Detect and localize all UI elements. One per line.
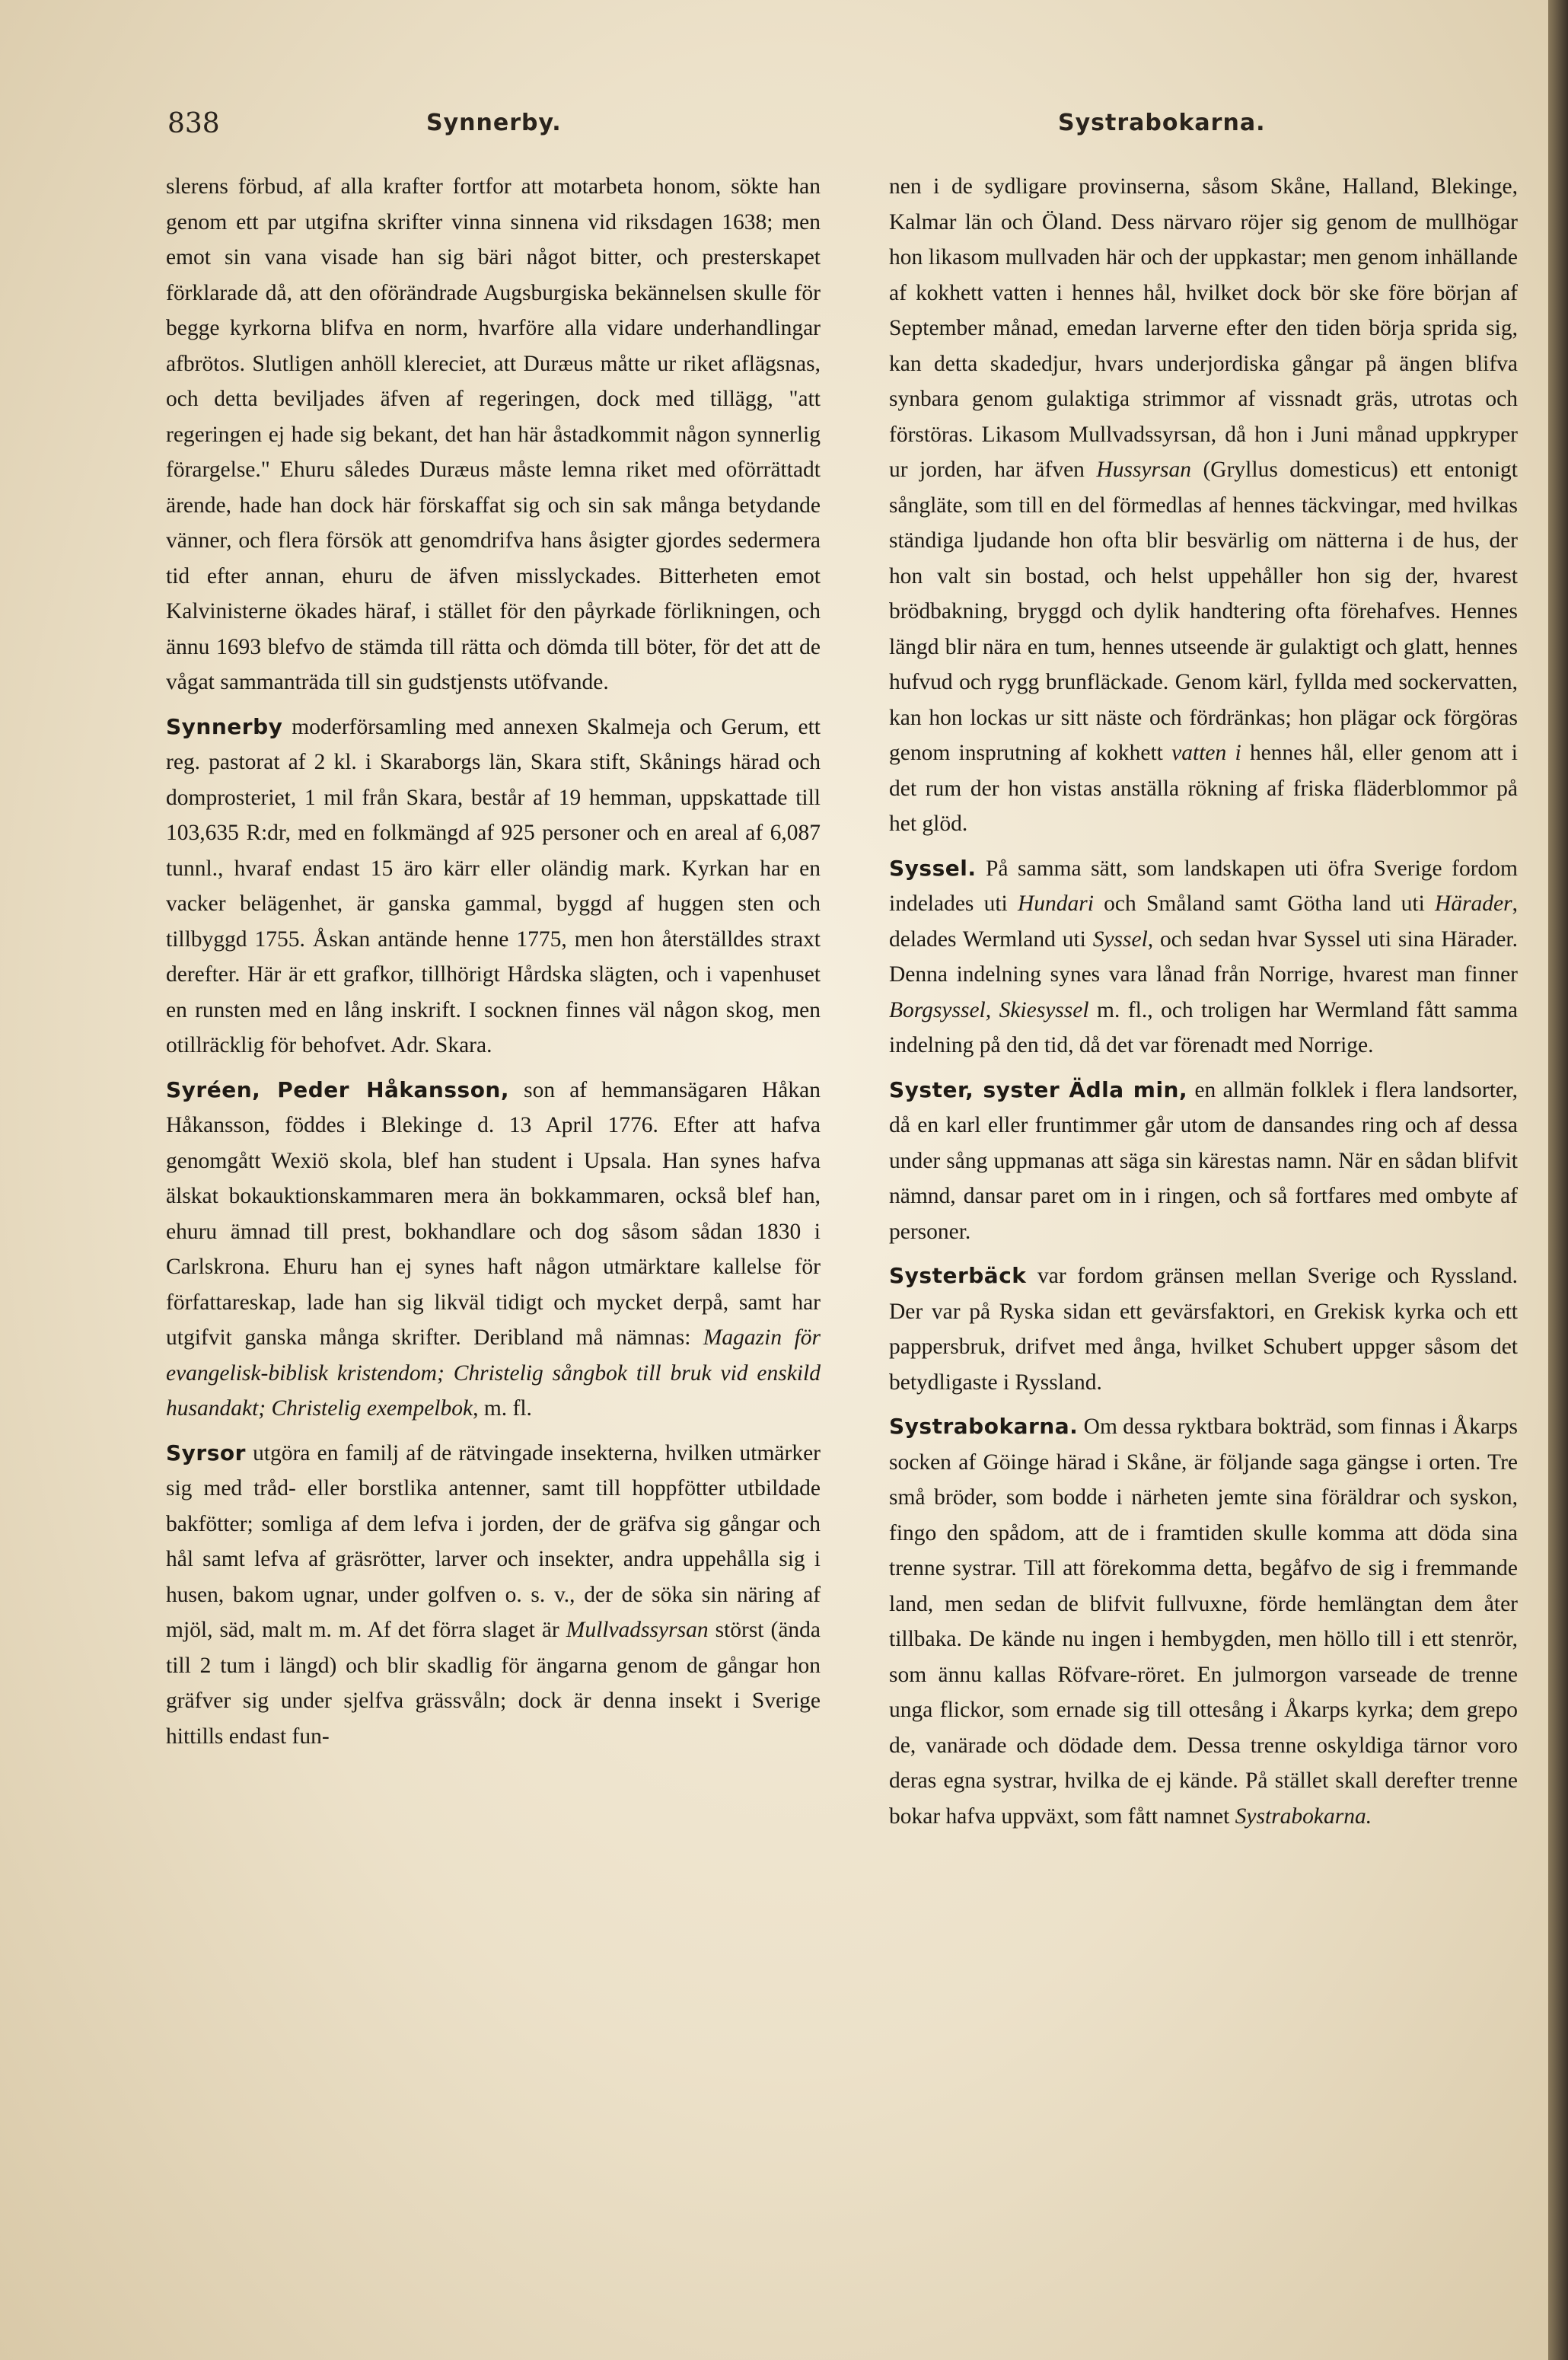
body-text: störst (ända till 2 tum i längd) och blir skadlig för ängarna genom de gångar hon gräfver sig under sjelfva grässvåln; dock är denna insekt i Sverige hittills endast fun- [166, 1618, 821, 1749]
entry-synnerby [166, 710, 821, 1064]
entry-headword: Systrabokarna. [889, 1414, 1079, 1439]
italic-text: Syssel [1092, 926, 1148, 952]
entry-cont-duraeus [166, 169, 821, 700]
body-text: (Gryllus domesticus) ett entonigt sångläte, som till en del förmedlas af hennes täckvingar, med hvilkas ständiga ljudande hon ofta blir besvärlig om nätterna i de hus, der hon valt sin bostad, och helst uppehåller hon sig der, hvarest brödbakning, bryggd och dylik handtering ofta förehafves. Hennes längd blir nära en tum, hennes utseende är gulaktigt och glatt, hennes hufvud och rygg brunfläckade. Genom kärl, fyllda med sockervatten, kan hon lockas ur sitt näste och fördränkas; hon plägar ock förgöras genom insprutning af kokhett [889, 458, 1518, 765]
italic-text: vatten i [1171, 741, 1241, 765]
entry-headword: Synnerby [166, 713, 283, 739]
entry-syster [889, 1073, 1518, 1250]
left-column [166, 169, 821, 1763]
body-text: På samma sätt, som landskapen uti öfra Sverige fordom indelades uti [889, 856, 1518, 916]
right-running-head: Systrabokarna. [1058, 110, 1266, 136]
body-text: , m. fl. [473, 1396, 532, 1421]
entry-systerback [889, 1258, 1518, 1400]
italic-text: Härader [1435, 891, 1512, 916]
entry-systrabokarna [889, 1409, 1518, 1834]
right-column [889, 169, 1518, 1843]
body-text: utgöra en familj af de rätvingade insekterna, hvilken utmärker sig med tråd- eller borstlika antenner, samt till hoppfötter utbildade bakfötter; somliga af dem lefva i jorden, der de gräfva sig gångar och hål samt lefva af gräsrötter, larver och insekter, andra uppehålla sig i husen, bakom ugnar, under golfven o. s. v., der de söka sin näring af mjöl, säd, malt m. m. Af det förra slaget är [166, 1440, 821, 1642]
body-text: , delades Wermland uti [889, 891, 1518, 952]
body-text: moderförsamling med annexen Skalmeja och Gerum, ett reg. pastorat af 2 kl. i Skaraborgs län, Skara stift, Skånings härad och domprosteriet, 1 mil från Skara, består af 19 hemman, uppskattade till 103,635 R:dr, med en folkmängd af 925 personer och en areal af 6,087 tunnl., hvaraf endast 15 äro kärr eller oländig mark. Kyrkan har en vacker belägenhet, är ganska gammal, byggd af huggen sten och tillbyggd 1755. Åskan antände henne 1775, men hon återställdes straxt derefter. Här är ett grafkor, tillhörigt Hårdska slägten, och i vapenhuset en runsten med en lång inskrift. I socknen finnes väl någon skog, men otillräcklig för behofvet. Adr. Skara. [166, 714, 821, 1057]
body-text: , och sedan hvar Syssel uti sina Härader. Denna indelning synes vara lånad från Norrige, hvarest man finner [889, 926, 1518, 987]
binding-edge [1548, 0, 1568, 2360]
entry-headword: Syréen, Peder Håkansson, [166, 1076, 510, 1102]
entry-syreen [166, 1073, 821, 1427]
italic-text: Hundari [1017, 891, 1094, 916]
body-text: m. fl., och troligen har Wermland fått samma indelning på den tid, då det var förenadt med Norrige. [889, 997, 1518, 1057]
left-running-head: Synnerby. [426, 110, 562, 136]
entry-cont-syrsor [889, 169, 1518, 842]
entry-headword: Syster, syster Ädla min, [889, 1076, 1188, 1102]
body-text: var fordom gränsen mellan Sverige och Ryssland. Der var på Ryska sidan ett gevärsfaktori, en Grekisk kyrka och ett pappersbruk, drifvet med ånga, hvilket Schubert uppger såsom det betydligaste i Ryssland. [889, 1264, 1518, 1395]
entry-syrsor [166, 1436, 821, 1755]
running-header [0, 108, 1568, 154]
body-text: nen i de sydligare provinserna, såsom Skåne, Halland, Blekinge, Kalmar län och Öland. Dess närvaro röjer sig genom de mullhögar hon likasom mullvaden här och der uppkastar; men genom inhällande af kokhett vatten i hennes hål, hvilket dock bör ske före början af September månad, emedan larverne efter den tiden börja sprida sig, kan detta skadedjur, hvars underjordiska gångar på ängen blifva synbara genom gulaktiga strimmor af vissnadt gräs, utrotas och förstöras. Likasom Mullvadssyrsan, då hon i Juni månad uppkryper ur jorden, har äfven [889, 174, 1518, 482]
body-text: Om dessa ryktbara bokträd, som finnas i Åkarps socken af Göinge härad i Skåne, är följande saga gängse i orten. Tre små bröder, som bodde i närheten jemte sina föräldrar och syskon, fingo den spådom, att de i framtiden skulle komma att döda sina trenne systrar. Till att förekomma detta, begåfvo de sig i fremmande land, men sedan de blifvit fullvuxne, förde hemlängtan dem åter tillbaka. De kände nu ingen i hembygden, men höllo till i ett stenrör, som ännu kallas Röfvare-röret. En julmorgon varseade de trenne unga flickor, som ernade sig till ottesång i Åkarps kyrka; dem grepo de, vanärade och dödade dem. Dessa trenne oskyldiga tärnor voro deras egna systrar, hvilka de ej kände. På stället skall derefter trenne bokar hafva uppväxt, som fått namnet [889, 1414, 1518, 1829]
italic-text: Systrabokarna. [1235, 1803, 1372, 1829]
page-number: 838 [167, 108, 220, 139]
entry-syssel [889, 851, 1518, 1064]
body-text: son af hemmansägaren Håkan Håkansson, föddes i Blekinge d. 13 April 1776. Efter att hafva genomgått Wexiö skola, blef han student i Upsala. Han synes hafva älskat bokauktionskammaren mera än bokkammaren, också blef han, ehuru ämnad till prest, bokhandlare och dog såsom sådan 1830 i Carlskrona. Ehuru han ej synes haft någon utmärktare kallelse för författareskap, lade han sig likväl tidigt och mycket derpå, samt har utgifvit ganska många skrifter. Deribland må nämnas: [166, 1077, 821, 1350]
italic-text: Borgsyssel, Skiesyssel [889, 997, 1089, 1022]
entry-headword: Syssel. [889, 855, 977, 881]
body-text: hennes hål, eller genom att i det rum der hon vistas anställa rökning af friska fläderblommor på het glöd. [889, 741, 1518, 836]
entry-headword: Syrsor [166, 1440, 246, 1465]
italic-text: Magazin för evangelisk-biblisk kristendom; Christelig sångbok till bruk vid enskild husandakt; Christelig exempelbok [166, 1325, 821, 1421]
italic-text: Hussyrsan [1096, 458, 1191, 482]
body-text: och Småland samt Götha land uti [1093, 891, 1436, 916]
italic-text: Mullvadssyrsan [566, 1618, 709, 1642]
body-text: slerens förbud, af alla krafter fortfor att motarbeta honom, sökte han genom ett par utgifna skrifter vinna sinnena vid riksdagen 1638; men emot sin vana visade han sig bäri något bitter, och presterskapet förklarade då, att den oförändrade Augsburgiska bekännelsen skulle för begge kyrkorna blifva en norm, hvarföre alla vidare underhandlingar afbrötos. Slutligen anhöll klereciet, att Duræus måtte ur riket aflägsnas, och detta beviljades äfven af regeringen, dock med tillägg, "att regeringen ej hade sig bekant, det han här åstadkommit någon synnerlig förargelse." Ehuru således Duræus måste lemna riket med oförrättadt ärende, hade han dock här förskaffat sig och sin sak många betydande vänner, och flera försök att genomdrifva hans åsigter gjordes sedermera tid efter annan, ehuru de äfven misslyckades. Bitterheten emot Kalvinisterne ökades häraf, i stället för den påyrkade förlikningen, och ännu 1693 blefvo de stämda till rätta och dömda till böter, för det att de vågat sammanträda till sin gudstjensts utöfvande. [166, 174, 821, 694]
body-text: en allmän folklek i flera landsorter, då en karl eller fruntimmer går utom de dansandes ring och af dessa under sång uppmanas att säga sin kärestas namn. När en sådan blifvit nämnd, dansar paret om in i ringen, och så fortfares med ombyte af personer. [889, 1077, 1518, 1244]
entry-headword: Systerbäck [889, 1263, 1027, 1288]
